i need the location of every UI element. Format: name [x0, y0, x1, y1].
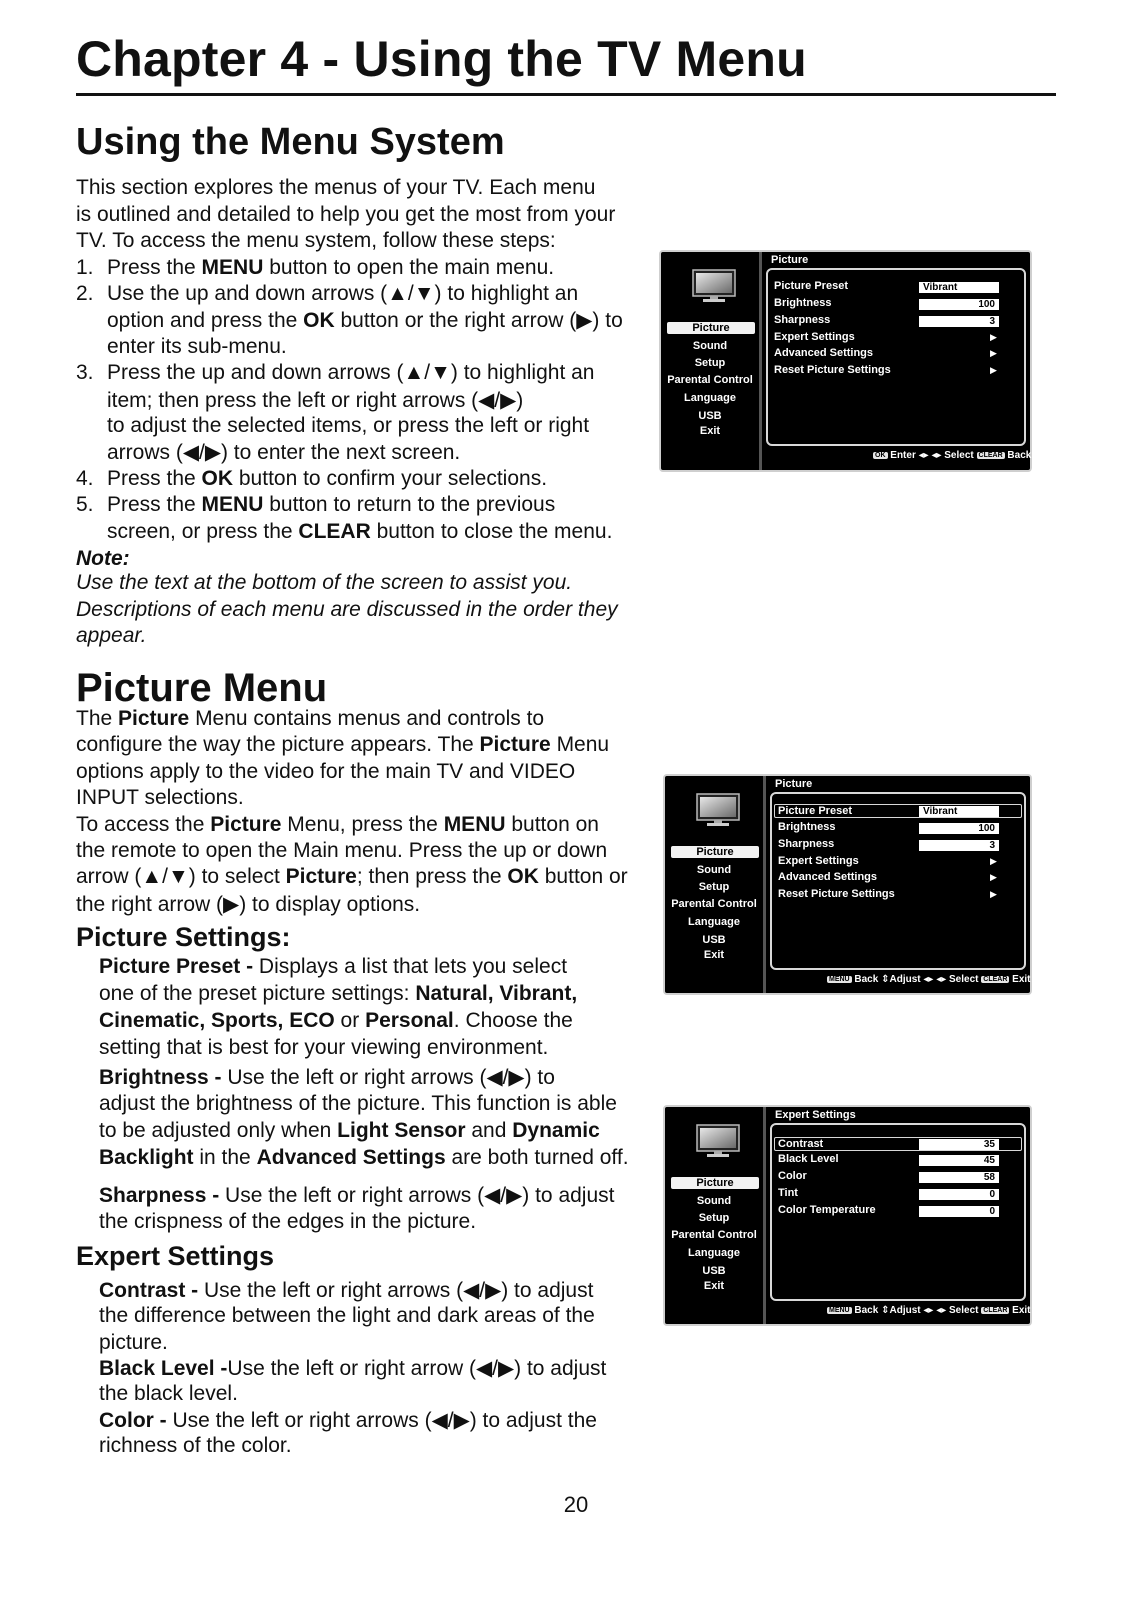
tv-menu-value: Vibrant: [919, 806, 999, 817]
step-line: item; then press the left or right arrows (◀/▶): [107, 388, 524, 412]
tv-menu-item-parental-control[interactable]: Parental Control: [671, 1229, 757, 1241]
tv-menu-value: 3: [919, 840, 999, 851]
expert-settings-title: Expert Settings: [76, 1241, 275, 1271]
tv-menu-row-expert-settings[interactable]: Expert Settings: [778, 855, 859, 867]
picture-menu-line: options apply to the video for the main TV and VIDEO: [76, 759, 576, 783]
tv-menu-item-parental-control[interactable]: Parental Control: [667, 374, 753, 386]
tv-menu-value: 35: [919, 1139, 999, 1150]
tv-menu-sidebar: [665, 1107, 766, 1324]
footer-back-label: Back: [851, 974, 882, 985]
footer-exit-label: Back: [1004, 450, 1032, 461]
tv-menu-footer: [827, 1305, 1031, 1316]
footer-select-label: Select: [949, 974, 982, 985]
picture-setting-line: Cinematic, Sports, ECO or Personal. Choose the: [99, 1009, 573, 1032]
picture-setting-line: the crispness of the edges in the picture.: [99, 1210, 477, 1233]
tv-menu-item-usb[interactable]: USB: [702, 934, 726, 946]
tv-menu-row-brightness[interactable]: Brightness: [778, 821, 836, 833]
intro-line: This section explores the menus of your TV. Each menu: [76, 176, 596, 199]
tv-menu-row-picture-preset[interactable]: Picture Preset: [774, 280, 848, 292]
picture-setting-line: setting that is best for your viewing environment.: [99, 1036, 549, 1059]
tv-menu-item-usb[interactable]: USB: [698, 410, 722, 422]
tv-menu-item-usb[interactable]: USB: [702, 1265, 726, 1277]
tv-icon: [695, 1123, 741, 1159]
tv-menu-panel-title: Picture: [775, 778, 813, 790]
tv-menu-row-reset-picture-settings[interactable]: Reset Picture Settings: [778, 888, 895, 900]
step-line: Press the MENU button to return to the previous: [107, 493, 556, 517]
tv-menu-value: 100: [919, 299, 999, 310]
tv-menu-row-tint[interactable]: Tint: [778, 1187, 798, 1199]
tv-menu-item-exit[interactable]: Exit: [699, 425, 721, 437]
tv-menu-value: 45: [919, 1155, 999, 1166]
tv-menu-panel-title: Picture: [771, 254, 809, 266]
expert-setting-line: the black level.: [99, 1382, 238, 1406]
tv-menu-value: 100: [919, 823, 999, 834]
tv-menu-item-setup[interactable]: Setup: [698, 881, 730, 893]
picture-setting-line: one of the preset picture settings: Natural, Vibrant,: [99, 982, 578, 1005]
chapter-divider: [76, 93, 1056, 96]
picture-menu-line: The Picture Menu contains menus and controls to: [76, 707, 545, 730]
left-right-arrows-icon: ◂▸ ◂▸: [918, 450, 945, 461]
tv-menu-item-picture[interactable]: Picture: [671, 1177, 759, 1189]
note-line: Descriptions of each menu are discussed in the order they: [76, 597, 618, 621]
tv-menu-row-contrast[interactable]: Contrast: [774, 1137, 1022, 1151]
footer-enter-label: Enter: [887, 450, 919, 461]
picture-setting-line: Brightness - Use the left or right arrows (◀/▶) to: [99, 1066, 555, 1089]
tv-menu-screenshot-picture-preset: [663, 774, 1032, 995]
tv-menu-screenshot-picture: [659, 250, 1032, 472]
chevron-right-icon: ▶: [990, 365, 997, 375]
footer-adjust-label: Adjust: [889, 1305, 924, 1316]
chevron-right-icon: ▶: [990, 348, 997, 358]
tv-menu-footer: [827, 974, 1031, 985]
picture-setting-line: Picture Preset - Displays a list that lets you select: [99, 955, 568, 978]
step-line: Use the up and down arrows (▲/▼) to highlight an: [107, 281, 579, 305]
chevron-right-icon: ▶: [990, 332, 997, 342]
menu-key-icon: MENU: [829, 976, 850, 983]
tv-menu-item-language[interactable]: Language: [684, 392, 736, 404]
left-right-arrows-icon: ◂▸ ◂▸: [923, 1305, 950, 1316]
footer-back-label: Back: [851, 1305, 882, 1316]
tv-menu-row-black-level[interactable]: Black Level: [778, 1153, 839, 1165]
note-line: appear.: [76, 624, 147, 647]
tv-menu-row-advanced-settings[interactable]: Advanced Settings: [778, 871, 878, 883]
tv-menu-footer: [873, 450, 1031, 461]
step-line: arrows (◀/▶) to enter the next screen.: [107, 441, 461, 465]
tv-menu-item-setup[interactable]: Setup: [694, 357, 726, 369]
tv-menu-item-language[interactable]: Language: [688, 916, 740, 928]
note-line: Use the text at the bottom of the screen to assist you.: [76, 571, 573, 594]
tv-menu-panel-title: Expert Settings: [775, 1109, 856, 1121]
tv-menu-row-picture-preset[interactable]: Picture Preset: [774, 804, 1022, 818]
section-title-menu-system: Using the Menu System: [76, 121, 505, 163]
tv-menu-value: 58: [919, 1172, 999, 1183]
picture-menu-line: INPUT selections.: [76, 786, 244, 810]
picture-menu-line: the remote to open the Main menu. Press the up or down: [76, 839, 608, 862]
tv-menu-item-exit[interactable]: Exit: [703, 1280, 725, 1292]
tv-menu-value: 0: [919, 1206, 999, 1217]
picture-menu-line: To access the Picture Menu, press the MENU button on: [76, 812, 599, 836]
footer-select-label: Select: [949, 1305, 982, 1316]
tv-menu-row-sharpness[interactable]: Sharpness: [778, 838, 835, 850]
clear-key-icon: CLEAR: [978, 452, 1003, 459]
menu-key-icon: MENU: [829, 1307, 850, 1314]
tv-menu-item-exit[interactable]: Exit: [703, 949, 725, 961]
chevron-right-icon: ▶: [990, 872, 997, 882]
tv-menu-value: 3: [919, 316, 999, 327]
tv-menu-sidebar: [665, 776, 766, 993]
page-number: 20: [563, 1492, 589, 1517]
tv-menu-item-picture[interactable]: Picture: [671, 846, 759, 858]
tv-menu-row-brightness[interactable]: Brightness: [774, 297, 832, 309]
picture-setting-line: adjust the brightness of the picture. This function is able: [99, 1092, 617, 1115]
step-number: 1.: [76, 255, 94, 279]
picture-menu-line: the right arrow (▶) to display options.: [76, 892, 421, 916]
picture-setting-line: to be adjusted only when Light Sensor and Dynamic: [99, 1119, 600, 1142]
clear-key-icon: CLEAR: [983, 976, 1008, 983]
tv-menu-screenshot-expert-settings: [663, 1105, 1032, 1326]
step-line: option and press the OK button or the right arrow (▶) to: [107, 309, 623, 333]
tv-icon: [695, 792, 741, 828]
picture-menu-line: arrow (▲/▼) to select Picture; then press the OK button or: [76, 865, 628, 889]
footer-select-label: Select: [944, 450, 977, 461]
expert-setting-line: Black Level -Use the left or right arrow (◀/▶) to adjust: [99, 1357, 607, 1380]
step-number: 4.: [76, 466, 94, 490]
step-line: Press the OK button to confirm your selections.: [107, 466, 548, 490]
tv-icon: [691, 268, 737, 304]
picture-setting-line: Backlight in the Advanced Settings are both turned off.: [99, 1146, 629, 1169]
tv-menu-sidebar: [661, 252, 762, 470]
chevron-right-icon: ▶: [990, 889, 997, 899]
chevron-right-icon: ▶: [990, 856, 997, 866]
tv-menu-row-sharpness[interactable]: Sharpness: [774, 314, 831, 326]
step-number: 3.: [76, 361, 94, 385]
tv-menu-row-reset-picture-settings[interactable]: Reset Picture Settings: [774, 364, 891, 376]
tv-menu-row-color-temperature[interactable]: Color Temperature: [778, 1204, 876, 1216]
section-title-picture-menu: Picture Menu: [76, 666, 328, 710]
step-line: to adjust the selected items, or press the left or right: [107, 413, 590, 437]
expert-setting-line: picture.: [99, 1330, 168, 1354]
step-number: 5.: [76, 493, 94, 517]
up-down-arrows-icon: ⇕: [881, 1305, 890, 1316]
expert-setting-line: Contrast - Use the left or right arrows (◀/▶) to adjust: [99, 1279, 594, 1302]
expert-setting-line: the difference between the light and dark areas of the: [99, 1304, 595, 1328]
up-down-arrows-icon: ⇕: [881, 974, 890, 985]
expert-setting-line: Color - Use the left or right arrows (◀/▶) to adjust the: [99, 1409, 597, 1432]
tv-menu-item-sound[interactable]: Sound: [696, 864, 732, 876]
tv-menu-item-sound[interactable]: Sound: [692, 340, 728, 352]
tv-menu-item-picture[interactable]: Picture: [667, 322, 755, 334]
chapter-title: Chapter 4 - Using the TV Menu: [76, 31, 807, 87]
left-right-arrows-icon: ◂▸ ◂▸: [923, 974, 950, 985]
tv-menu-value: 0: [919, 1189, 999, 1200]
intro-line: is outlined and detailed to help you get the most from your: [76, 202, 616, 226]
ok-key-icon: OK: [875, 452, 886, 459]
step-number: 2.: [76, 281, 94, 305]
picture-menu-line: configure the way the picture appears. The Picture Menu: [76, 733, 610, 757]
tv-menu-item-sound[interactable]: Sound: [696, 1195, 732, 1207]
picture-setting-line: Sharpness - Use the left or right arrows (◀/▶) to adjust: [99, 1184, 615, 1207]
step-line: Press the MENU button to open the main menu.: [107, 255, 555, 279]
tv-menu-row-color[interactable]: Color: [778, 1170, 807, 1182]
clear-key-icon: CLEAR: [983, 1307, 1008, 1314]
footer-adjust-label: Adjust: [889, 974, 924, 985]
footer-exit-label: Exit: [1009, 1305, 1031, 1316]
tv-menu-item-setup[interactable]: Setup: [698, 1212, 730, 1224]
note-label: Note:: [76, 547, 130, 570]
step-line: enter its sub-menu.: [107, 334, 287, 358]
tv-menu-item-parental-control[interactable]: Parental Control: [671, 898, 757, 910]
tv-menu-item-language[interactable]: Language: [688, 1247, 740, 1259]
footer-exit-label: Exit: [1009, 974, 1031, 985]
expert-setting-line: richness of the color.: [99, 1434, 292, 1458]
tv-menu-row-expert-settings[interactable]: Expert Settings: [774, 331, 855, 343]
tv-menu-row-advanced-settings[interactable]: Advanced Settings: [774, 347, 874, 359]
step-line: Press the up and down arrows (▲/▼) to highlight an: [107, 361, 595, 385]
intro-line: TV. To access the menu system, follow these steps:: [76, 229, 556, 252]
step-line: screen, or press the CLEAR button to close the menu.: [107, 519, 613, 543]
tv-menu-value: Vibrant: [919, 282, 999, 293]
picture-settings-title: Picture Settings:: [76, 922, 291, 952]
